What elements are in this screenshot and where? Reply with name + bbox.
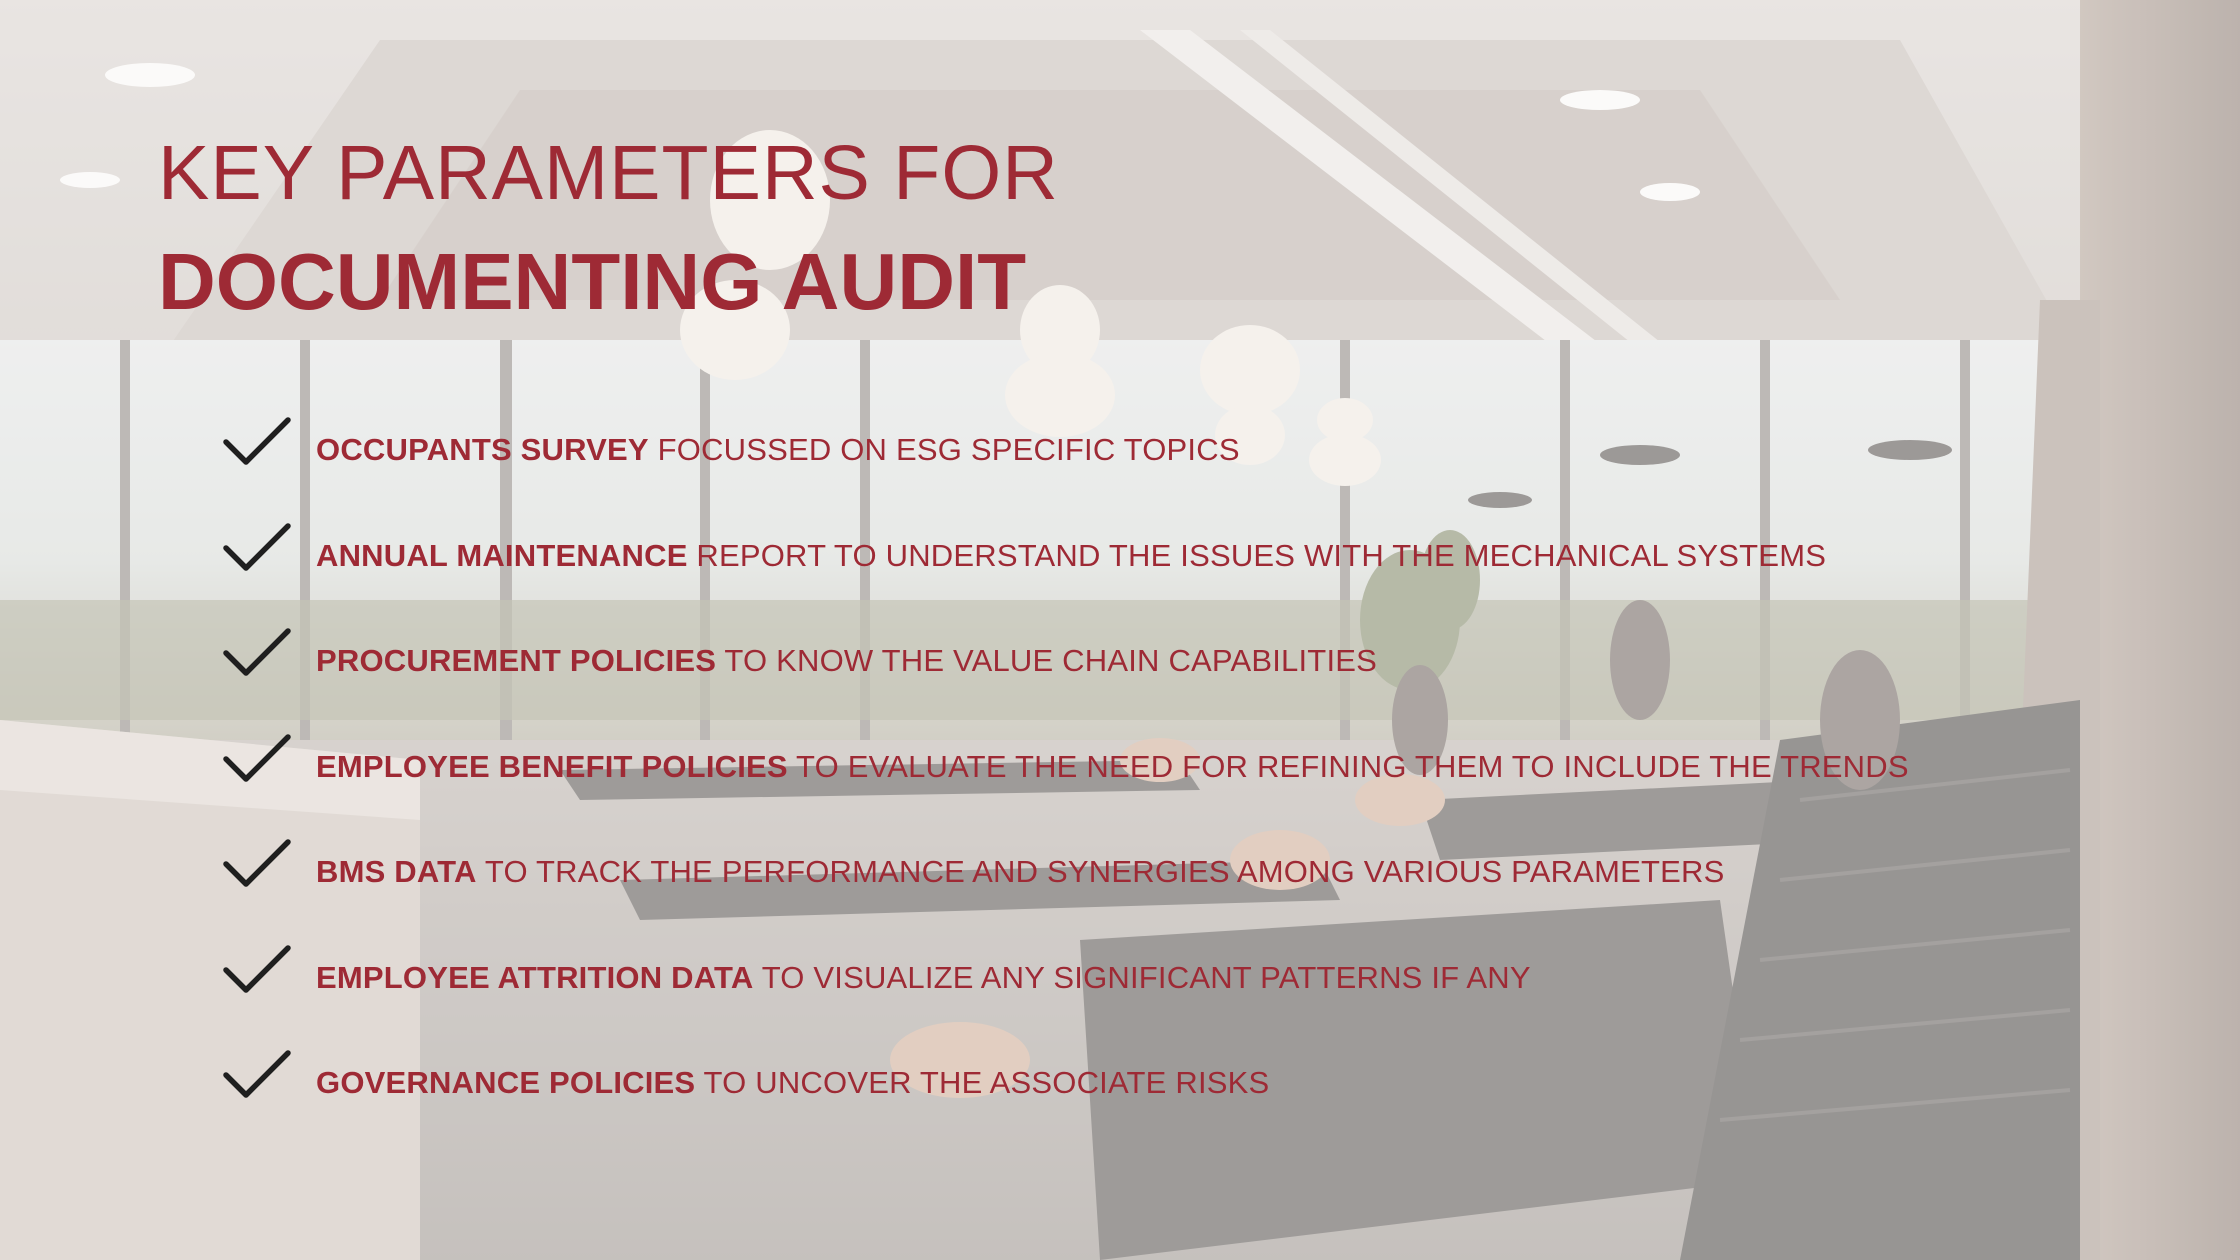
item-description: TO EVALUATE THE NEED FOR REFINING THEM TO INCLUDE THE TRENDS bbox=[787, 748, 1909, 784]
parameter-checklist bbox=[222, 414, 1909, 1153]
item-description: FOCUSSED ON ESG SPECIFIC TOPICS bbox=[648, 432, 1240, 467]
checklist-item bbox=[222, 625, 1909, 731]
item-bold-label: EMPLOYEE ATTRITION DATA bbox=[316, 959, 754, 995]
checkmark-icon bbox=[222, 944, 292, 996]
checklist-item-text bbox=[316, 743, 1909, 791]
checkmark-icon bbox=[222, 838, 292, 890]
item-description: TO UNCOVER THE ASSOCIATE RISKS bbox=[695, 1065, 1270, 1100]
checklist-item-text bbox=[316, 426, 1240, 474]
checklist-item-text bbox=[316, 532, 1826, 580]
checklist-item bbox=[222, 414, 1909, 520]
slide-title bbox=[158, 120, 1059, 338]
item-description: TO TRACK THE PERFORMANCE AND SYNERGIES AMONG VARIOUS PARAMETERS bbox=[476, 854, 1725, 889]
checklist-item bbox=[222, 1047, 1909, 1153]
item-bold-label: PROCUREMENT POLICIES bbox=[316, 643, 717, 678]
checklist-item bbox=[222, 836, 1909, 942]
checkmark-icon bbox=[222, 1049, 292, 1101]
checklist-item-text bbox=[316, 1059, 1269, 1107]
item-description: TO KNOW THE VALUE CHAIN CAPABILITIES bbox=[716, 643, 1378, 678]
checklist-item bbox=[222, 942, 1909, 1048]
checkmark-icon bbox=[222, 522, 292, 574]
item-bold-label: BMS DATA bbox=[316, 854, 477, 889]
item-bold-label: EMPLOYEE BENEFIT POLICIES bbox=[316, 748, 788, 784]
checkmark-icon bbox=[222, 416, 292, 468]
checkmark-icon bbox=[222, 627, 292, 679]
item-description: REPORT TO UNDERSTAND THE ISSUES WITH THE MECHANICAL SYSTEMS bbox=[687, 537, 1827, 573]
checklist-item bbox=[222, 520, 1909, 626]
checklist-item-text bbox=[316, 637, 1377, 685]
title-line-1: KEY PARAMETERS FOR bbox=[158, 130, 1059, 216]
checklist-item bbox=[222, 731, 1909, 837]
item-bold-label: OCCUPANTS SURVEY bbox=[316, 432, 649, 467]
item-bold-label: GOVERNANCE POLICIES bbox=[316, 1065, 696, 1100]
checklist-item-text bbox=[316, 848, 1724, 896]
checkmark-icon bbox=[222, 733, 292, 785]
checklist-item-text bbox=[316, 954, 1531, 1002]
title-line-2: DOCUMENTING AUDIT bbox=[158, 237, 1027, 326]
item-bold-label: ANNUAL MAINTENANCE bbox=[316, 537, 688, 573]
item-description: TO VISUALIZE ANY SIGNIFICANT PATTERNS IF ANY bbox=[753, 959, 1531, 995]
